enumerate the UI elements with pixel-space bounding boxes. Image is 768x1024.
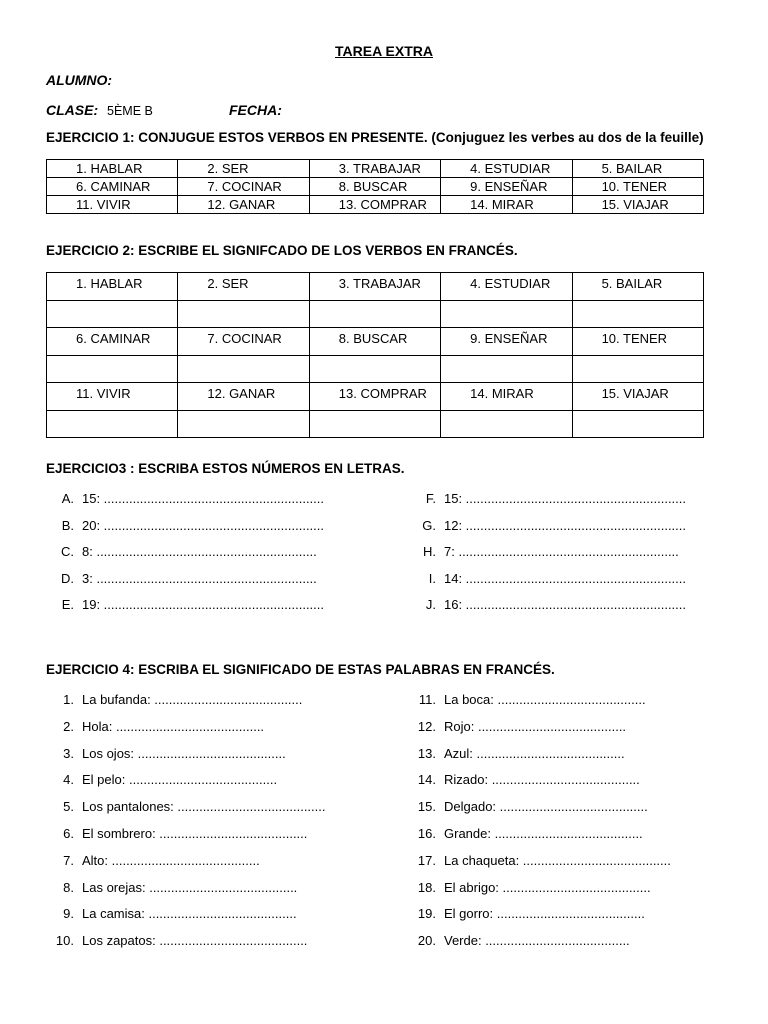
list-item[interactable]: [414, 906, 645, 921]
table-row: [47, 383, 704, 411]
list-item[interactable]: [52, 880, 297, 895]
verb-cell: 3. TRABAJAR: [309, 160, 440, 178]
table-row: [47, 178, 704, 196]
clase-label: CLASE:: [46, 102, 99, 118]
item-text: Los ojos: .........................................: [82, 745, 286, 761]
item-number: A.: [61, 491, 74, 506]
item-number: 11.: [418, 692, 436, 707]
item-text: La boca: .........................................: [444, 692, 646, 707]
verb-cell: 11. VIVIR: [47, 196, 178, 214]
item-text: Rizado: .........................................: [444, 772, 640, 788]
item-number: 2.: [63, 718, 74, 734]
item-text: 20: .............................................................: [82, 517, 325, 533]
item-number: I.: [428, 570, 436, 586]
answer-cell[interactable]: [178, 300, 309, 328]
item-text: Las orejas: .........................................: [82, 879, 298, 895]
list-item[interactable]: [414, 799, 648, 814]
table-row: [47, 273, 704, 301]
list-item[interactable]: [52, 799, 326, 814]
list-item[interactable]: [414, 692, 646, 707]
item-number: 10.: [55, 933, 74, 949]
item-number: J.: [425, 597, 436, 612]
verb-cell: 12. GANAR: [178, 383, 309, 411]
item-text: 15: .............................................................: [444, 491, 687, 506]
verb-cell: 6. CAMINAR: [47, 328, 178, 356]
list-item[interactable]: [52, 491, 324, 506]
list-item[interactable]: [414, 597, 686, 612]
list-item[interactable]: [414, 772, 640, 787]
verb-cell: 7. COCINAR: [178, 178, 309, 196]
document-title: TAREA EXTRA: [335, 43, 433, 59]
table-row: [47, 196, 704, 214]
list-item[interactable]: [52, 571, 317, 586]
list-item[interactable]: [52, 544, 317, 559]
answer-cell[interactable]: [47, 300, 178, 328]
table-row: [47, 160, 704, 178]
list-item[interactable]: [414, 544, 679, 559]
answer-cell[interactable]: [178, 410, 309, 438]
verb-cell: 4. ESTUDIAR: [441, 273, 572, 301]
item-number: 14.: [417, 772, 436, 788]
answer-cell[interactable]: [441, 355, 572, 383]
item-text: Azul: .........................................: [444, 745, 625, 761]
answer-cell[interactable]: [572, 410, 703, 438]
verb-cell: 1. HABLAR: [47, 160, 178, 178]
item-number: E.: [61, 597, 74, 612]
table-row: [47, 300, 704, 328]
list-item[interactable]: [52, 719, 264, 734]
item-text: La chaqueta: .........................................: [444, 852, 671, 868]
verb-cell: 8. BUSCAR: [309, 178, 440, 196]
item-text: La bufanda: .........................................: [82, 692, 303, 707]
item-number: 12.: [417, 718, 436, 734]
list-item[interactable]: [52, 772, 277, 787]
verb-cell: 10. TENER: [572, 328, 703, 356]
item-text: 15: .............................................................: [82, 491, 325, 506]
item-text: Grande: .........................................: [444, 826, 643, 841]
exercise-4-heading: EJERCICIO 4: ESCRIBA EL SIGNIFICADO DE ESTAS PALABRAS EN FRANCÉS.: [46, 662, 555, 677]
item-text: Alto: .........................................: [82, 852, 260, 868]
verb-cell: 14. MIRAR: [441, 383, 572, 411]
item-number: 1.: [63, 692, 74, 707]
item-number: 4.: [63, 772, 74, 788]
item-number: 5.: [63, 799, 74, 815]
verb-cell: 11. VIVIR: [47, 383, 178, 411]
table-row: [47, 328, 704, 356]
list-item[interactable]: [414, 880, 651, 895]
answer-cell[interactable]: [309, 300, 440, 328]
list-item[interactable]: [414, 746, 625, 761]
list-item[interactable]: [52, 692, 302, 707]
list-item[interactable]: [414, 853, 671, 868]
item-text: Verde: ........................................: [444, 933, 630, 949]
exercise-2-heading: EJERCICIO 2: ESCRIBE EL SIGNIFCADO DE LOS VERBOS EN FRANCÉS.: [46, 243, 518, 258]
fecha-label: FECHA:: [229, 102, 282, 118]
answer-cell[interactable]: [572, 300, 703, 328]
verb-cell: 14. MIRAR: [441, 196, 572, 214]
item-number: 17.: [417, 852, 436, 868]
item-text: 3: .............................................................: [82, 570, 317, 586]
item-number: C.: [61, 544, 74, 559]
list-item[interactable]: [52, 906, 297, 921]
list-item[interactable]: [414, 826, 643, 841]
exercise-1-heading: EJERCICIO 1: CONJUGUE ESTOS VERBOS EN PRESENTE. (Conjuguez les verbes au dos de la feuille): [46, 130, 704, 145]
answer-cell[interactable]: [47, 355, 178, 383]
verb-cell: 9. ENSEÑAR: [441, 178, 572, 196]
exercise-1-table: [46, 159, 704, 214]
answer-cell[interactable]: [178, 355, 309, 383]
list-item[interactable]: [52, 597, 324, 612]
item-number: 20.: [417, 933, 436, 949]
item-number: H.: [423, 544, 436, 559]
item-number: B.: [61, 517, 74, 533]
item-number: 15.: [417, 799, 436, 815]
list-item[interactable]: [414, 719, 626, 734]
exercise-2-table: [46, 272, 704, 438]
item-text: 19: .............................................................: [82, 597, 325, 612]
item-text: El abrigo: .........................................: [444, 879, 651, 895]
answer-cell[interactable]: [441, 300, 572, 328]
list-item[interactable]: [414, 933, 630, 948]
verb-cell: 1. HABLAR: [47, 273, 178, 301]
verb-cell: 15. VIAJAR: [572, 196, 703, 214]
table-row: [47, 355, 704, 383]
verb-cell: 13. COMPRAR: [309, 383, 440, 411]
item-text: La camisa: .........................................: [82, 906, 297, 922]
item-number: F.: [425, 491, 436, 506]
alumno-label: ALUMNO:: [46, 72, 113, 88]
verb-cell: 12. GANAR: [178, 196, 309, 214]
item-text: Los pantalones: .........................................: [82, 799, 326, 815]
item-number: 3.: [63, 745, 74, 761]
item-text: 8: .............................................................: [82, 544, 317, 559]
answer-cell[interactable]: [309, 355, 440, 383]
verb-cell: 8. BUSCAR: [309, 328, 440, 356]
verb-cell: 4. ESTUDIAR: [441, 160, 572, 178]
list-item[interactable]: [52, 746, 286, 761]
item-text: Rojo: .........................................: [444, 718, 627, 734]
list-item[interactable]: [52, 826, 307, 841]
item-text: Hola: .........................................: [82, 718, 265, 734]
item-number: 19.: [417, 906, 436, 922]
exercise-3-heading: EJERCICIO3 : ESCRIBA ESTOS NÚMEROS EN LETRAS.: [46, 461, 405, 476]
item-text: El pelo: .........................................: [82, 772, 278, 788]
list-item[interactable]: [414, 518, 686, 533]
verb-cell: 2. SER: [178, 160, 309, 178]
item-text: Delgado: .........................................: [444, 799, 648, 815]
item-number: 8.: [63, 879, 74, 895]
answer-cell[interactable]: [47, 410, 178, 438]
verb-cell: 15. VIAJAR: [572, 383, 703, 411]
list-item[interactable]: [52, 933, 307, 948]
answer-cell[interactable]: [572, 355, 703, 383]
verb-cell: 10. TENER: [572, 178, 703, 196]
item-number: 7.: [63, 852, 74, 868]
item-number: 13.: [417, 745, 436, 761]
item-text: 14: .............................................................: [444, 570, 687, 586]
item-number: 18.: [417, 879, 436, 895]
item-text: 16: .............................................................: [444, 597, 687, 612]
item-text: 7: .............................................................: [444, 544, 679, 559]
verb-cell: 7. COCINAR: [178, 328, 309, 356]
item-text: El sombrero: .........................................: [82, 826, 308, 841]
verb-cell: 5. BAILAR: [572, 160, 703, 178]
clase-value: 5ÈME B: [107, 104, 153, 118]
item-text: El gorro: .........................................: [444, 906, 645, 922]
verb-cell: 3. TRABAJAR: [309, 273, 440, 301]
list-item[interactable]: [52, 518, 324, 533]
verb-cell: 2. SER: [178, 273, 309, 301]
verb-cell: 6. CAMINAR: [47, 178, 178, 196]
item-text: Los zapatos: .........................................: [82, 933, 308, 949]
item-number: 6.: [63, 826, 74, 841]
item-number: D.: [61, 570, 74, 586]
item-text: 12: .............................................................: [444, 517, 687, 533]
verb-cell: 9. ENSEÑAR: [441, 328, 572, 356]
answer-cell[interactable]: [441, 410, 572, 438]
list-item[interactable]: [414, 571, 686, 586]
verb-cell: 5. BAILAR: [572, 273, 703, 301]
item-number: G.: [422, 517, 436, 533]
table-row: [47, 410, 704, 438]
list-item[interactable]: [52, 853, 260, 868]
item-number: 16.: [417, 826, 436, 841]
answer-cell[interactable]: [309, 410, 440, 438]
list-item[interactable]: [414, 491, 686, 506]
verb-cell: 13. COMPRAR: [309, 196, 440, 214]
item-number: 9.: [63, 906, 74, 922]
